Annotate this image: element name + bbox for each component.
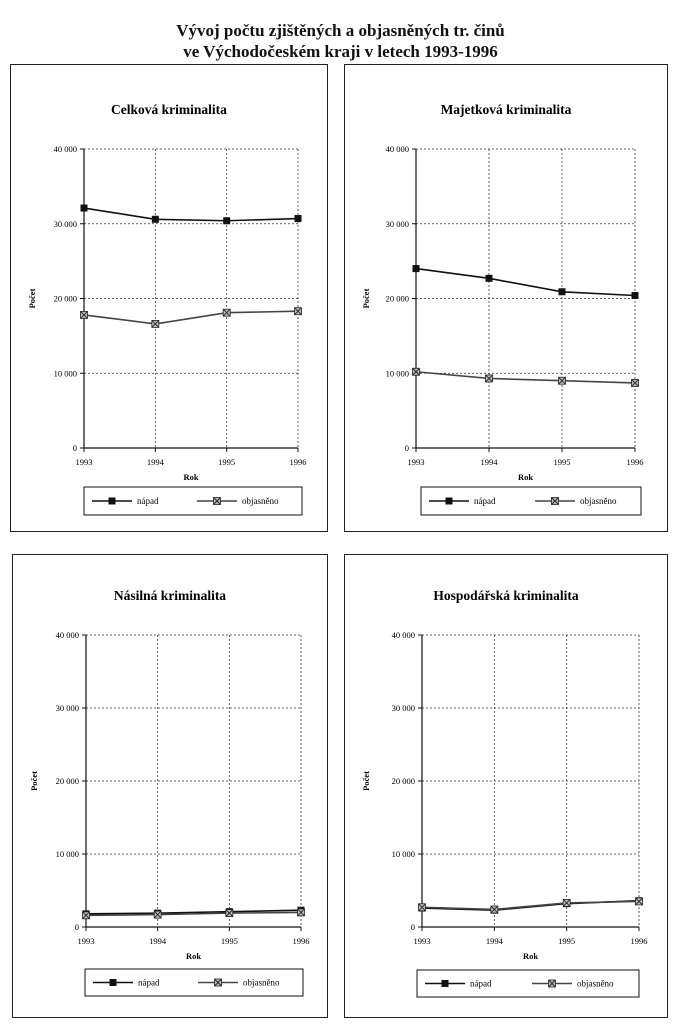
data-point-objasneno	[413, 368, 420, 375]
x-tick-label: 1996	[292, 936, 310, 946]
x-tick-label: 1995	[218, 457, 236, 467]
chart-panel-hospodarska	[344, 554, 668, 1018]
legend-label: objasněno	[577, 978, 614, 989]
data-point-objasneno	[152, 320, 159, 327]
chart-title: Celková kriminalita	[111, 102, 227, 117]
x-axis-label: Rok	[183, 472, 199, 482]
y-tick-label: 0	[404, 443, 409, 453]
x-tick-label: 1993	[413, 936, 431, 946]
data-point-objasneno	[486, 375, 493, 382]
data-point-objasneno	[632, 379, 639, 386]
x-tick-label: 1995	[553, 457, 571, 467]
chart-svg	[11, 65, 327, 531]
series-line-napad	[416, 269, 635, 296]
x-tick-label: 1994	[480, 457, 498, 467]
y-axis-label: Počet	[27, 288, 37, 309]
page-title	[0, 20, 681, 62]
y-axis-label: Počet	[29, 771, 39, 791]
chart-title: Násilná kriminalita	[113, 588, 227, 603]
legend-marker-objasneno	[215, 979, 222, 986]
data-point-objasneno	[226, 910, 233, 917]
legend-label: nápad	[474, 496, 496, 506]
y-tick-label: 20 000	[53, 293, 77, 304]
x-axis-label: Rok	[185, 951, 202, 961]
data-point-objasneno	[83, 912, 90, 919]
chart-svg	[13, 555, 327, 1017]
legend-label: nápad	[138, 977, 160, 988]
x-tick-label: 1993	[407, 457, 425, 467]
legend	[84, 487, 302, 515]
chart-title: Hospodářská kriminalita	[433, 588, 579, 603]
y-tick-label: 20 000	[55, 776, 79, 786]
data-point-napad	[81, 205, 88, 212]
y-tick-label: 10 000	[391, 849, 415, 859]
series-line-napad	[84, 208, 298, 221]
y-tick-label: 10 000	[385, 368, 409, 379]
data-point-objasneno	[563, 899, 570, 906]
x-axis-label: Rok	[522, 951, 539, 961]
x-tick-label: 1993	[75, 457, 93, 467]
y-tick-label: 30 000	[55, 703, 79, 713]
x-tick-label: 1994	[146, 457, 164, 467]
legend-marker-objasneno	[552, 498, 559, 505]
y-tick-label: 20 000	[385, 293, 409, 304]
legend	[421, 487, 641, 515]
y-tick-label: 0	[74, 922, 79, 932]
x-tick-label: 1994	[149, 936, 167, 946]
chart-svg	[345, 555, 667, 1017]
data-point-napad	[486, 275, 493, 282]
data-point-napad	[295, 215, 302, 222]
data-point-napad	[413, 265, 420, 272]
legend-label: objasněno	[242, 496, 279, 506]
legend-marker-objasneno	[549, 980, 556, 987]
legend-marker-napad	[446, 498, 453, 505]
legend-marker-napad	[442, 980, 449, 987]
page-title-line-1: Vývoj počtu zjištěných a objasněných tr. činů	[176, 21, 505, 40]
y-tick-label: 10 000	[55, 849, 79, 859]
data-point-objasneno	[81, 311, 88, 318]
y-tick-label: 30 000	[53, 218, 77, 229]
data-point-napad	[223, 217, 230, 224]
data-point-objasneno	[636, 898, 643, 905]
data-point-objasneno	[223, 309, 230, 316]
x-tick-label: 1996	[630, 936, 648, 946]
data-point-objasneno	[154, 911, 161, 918]
y-tick-label: 20 000	[391, 776, 415, 786]
x-tick-label: 1995	[558, 936, 576, 946]
x-tick-label: 1993	[77, 936, 95, 946]
legend-label: objasněno	[243, 977, 280, 988]
series-line-objasneno	[422, 901, 639, 909]
legend	[85, 969, 303, 996]
y-tick-label: 0	[72, 443, 77, 453]
x-tick-label: 1996	[289, 457, 307, 467]
y-tick-label: 40 000	[391, 630, 415, 640]
chart-panel-celkova	[10, 64, 328, 532]
chart-panel-nasilna	[12, 554, 328, 1018]
y-tick-label: 30 000	[385, 218, 409, 229]
legend-label: nápad	[470, 978, 492, 989]
data-point-objasneno	[559, 377, 566, 384]
x-tick-label: 1994	[485, 936, 503, 946]
y-tick-label: 0	[410, 922, 415, 932]
chart-svg	[345, 65, 667, 531]
data-point-objasneno	[419, 904, 426, 911]
y-tick-label: 30 000	[391, 703, 415, 713]
chart-title: Majetková kriminalita	[440, 102, 572, 117]
y-axis-label: Počet	[361, 771, 371, 791]
data-point-objasneno	[491, 906, 498, 913]
x-tick-label: 1995	[220, 936, 238, 946]
legend-marker-objasneno	[214, 498, 221, 505]
y-tick-label: 40 000	[53, 144, 77, 154]
legend-marker-napad	[110, 979, 117, 986]
data-point-napad	[632, 292, 639, 299]
y-tick-label: 40 000	[55, 630, 79, 640]
y-tick-label: 40 000	[385, 144, 409, 154]
legend	[417, 970, 639, 997]
data-point-objasneno	[295, 308, 302, 315]
data-point-napad	[152, 216, 159, 223]
y-axis-label: Počet	[361, 288, 371, 309]
data-point-napad	[559, 288, 566, 295]
x-axis-label: Rok	[517, 472, 534, 482]
data-point-objasneno	[298, 909, 305, 916]
series-line-objasneno	[84, 311, 298, 324]
page-title-line-2: ve Východočeském kraji v letech 1993-1996	[183, 42, 498, 61]
chart-panel-majetkova	[344, 64, 668, 532]
legend-label: objasněno	[580, 496, 617, 506]
legend-marker-napad	[109, 498, 116, 505]
legend-label: nápad	[137, 496, 159, 506]
y-tick-label: 10 000	[53, 368, 77, 379]
x-tick-label: 1996	[626, 457, 644, 467]
